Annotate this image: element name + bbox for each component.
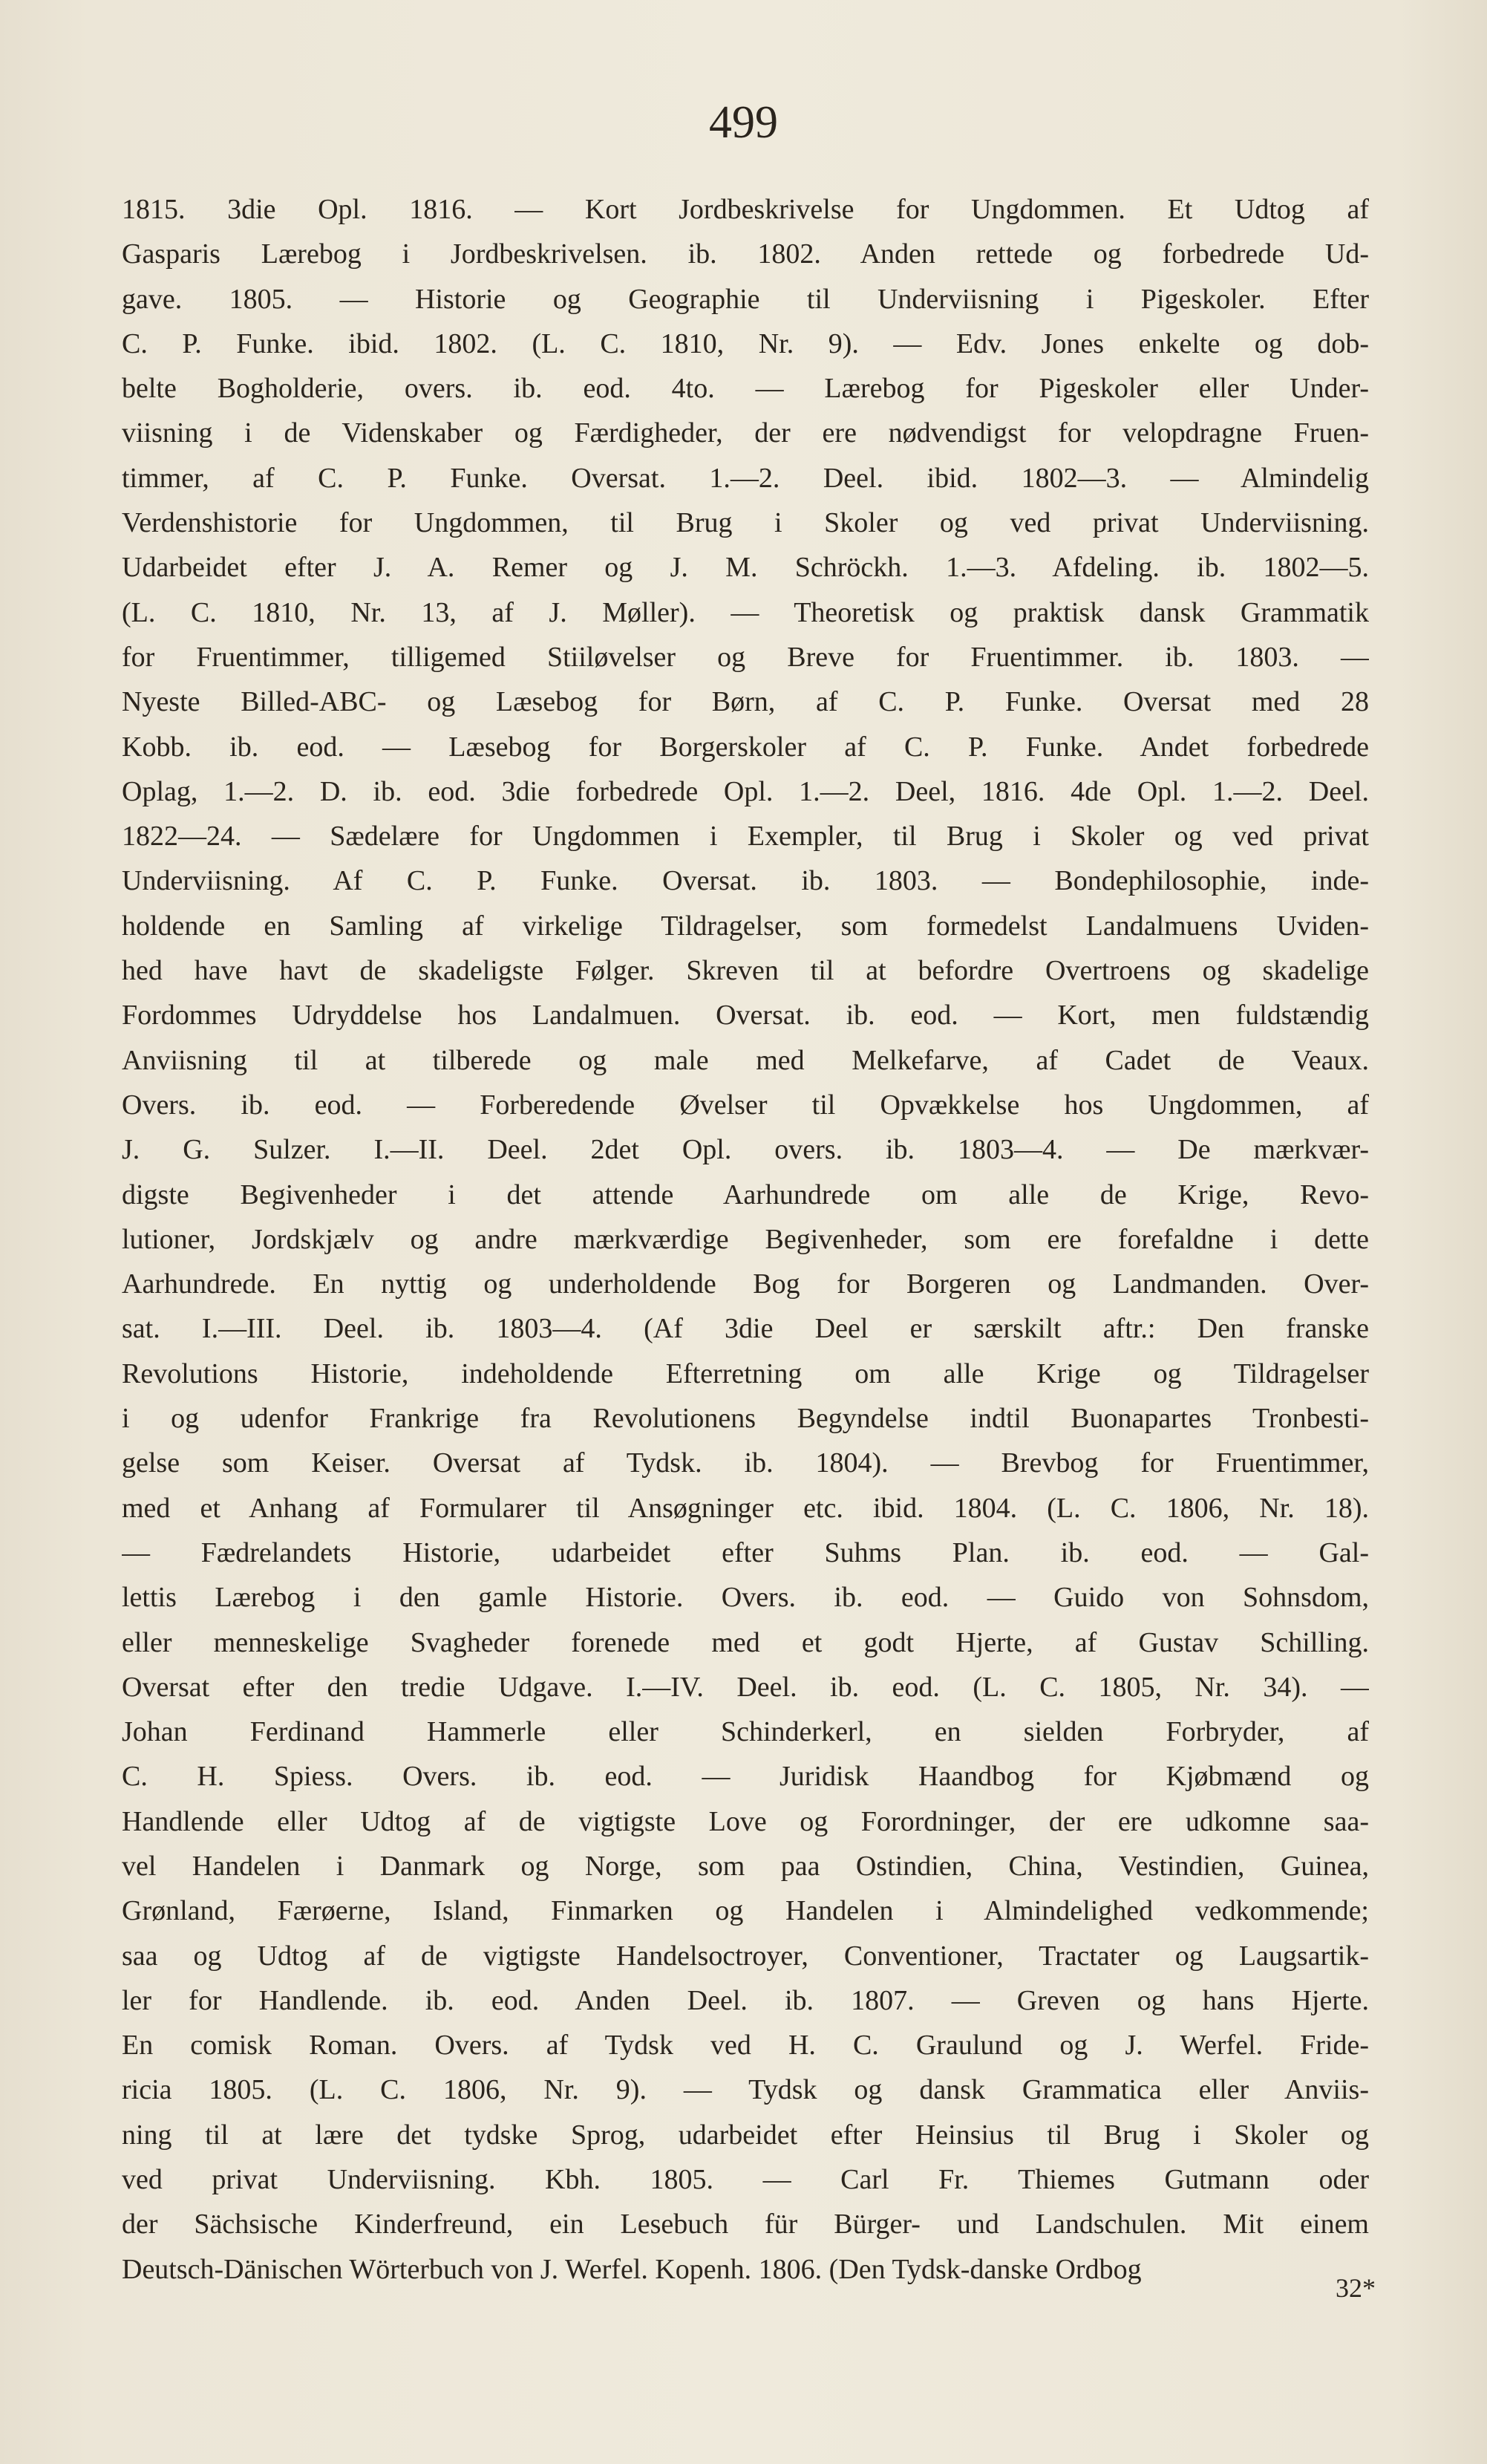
text-line: Johan Ferdinand Hammerle eller Schinderkerl, en sielden Forbryder, af (122, 1716, 1369, 1748)
text-line: holdende en Samling af virkelige Tildragelser, som formedelst Landalmuens Uviden- (122, 910, 1369, 942)
text-line: Underviisning. Af C. P. Funke. Oversat. ib. 1803. — Bondephilosophie, inde- (122, 865, 1369, 897)
text-line: gelse som Keiser. Oversat af Tydsk. ib. 1804). — Brevbog for Fruentimmer, (122, 1447, 1369, 1479)
text-line: — Fædrelandets Historie, udarbeidet efter Suhms Plan. ib. eod. — Gal- (122, 1536, 1369, 1568)
text-line: Gasparis Lærebog i Jordbeskrivelsen. ib. 1802. Anden rettede og forbedrede Ud- (122, 238, 1369, 270)
text-line: 1815. 3die Opl. 1816. — Kort Jordbeskrivelse for Ungdommen. Et Udtog af (122, 194, 1369, 225)
text-line: vel Handelen i Danmark og Norge, som paa Ostindien, China, Vestindien, Guinea, (122, 1850, 1369, 1882)
text-line: sat. I.—III. Deel. ib. 1803—4. (Af 3die Deel er særskilt aftr.: Den franske (122, 1313, 1369, 1345)
text-line: Nyeste Billed-ABC- og Læsebog for Børn, af C. P. Funke. Oversat med 28 (122, 686, 1369, 718)
text-line: En comisk Roman. Overs. af Tydsk ved H. C. Graulund og J. Werfel. Fride- (122, 2030, 1369, 2062)
text-line: lutioner, Jordskjælv og andre mærkværdige Begivenheder, som ere forefaldne i dette (122, 1223, 1369, 1255)
signature-mark: 32* (1336, 2273, 1376, 2303)
text-line: ricia 1805. (L. C. 1806, Nr. 9). — Tydsk og dansk Grammatica eller Anviis- (122, 2074, 1369, 2106)
text-line: Handlende eller Udtog af de vigtigste Love og Forordninger, der ere udkomne saa- (122, 1805, 1369, 1837)
text-line: (L. C. 1810, Nr. 13, af J. Møller). — Theoretisk og praktisk dansk Grammatik (122, 596, 1369, 628)
text-line: der Sächsische Kinderfreund, ein Lesebuch für Bürger- und Landschulen. Mit einem (122, 2209, 1369, 2240)
text-line: gave. 1805. — Historie og Geographie til Underviisning i Pigeskoler. Efter (122, 283, 1369, 315)
text-line: ler for Handlende. ib. eod. Anden Deel. ib. 1807. — Greven og hans Hjerte. (122, 1984, 1369, 2016)
text-line: ning til at lære det tydske Sprog, udarbeidet efter Heinsius til Brug i Skoler og (122, 2119, 1369, 2151)
text-line: Kobb. ib. eod. — Læsebog for Borgerskoler af C. P. Funke. Andet forbedrede (122, 731, 1369, 763)
text-line: Aarhundrede. En nyttig og underholdende Bog for Borgeren og Landmanden. Over- (122, 1268, 1369, 1300)
text-line: eller menneskelige Svagheder forenede med et godt Hjerte, af Gustav Schilling. (122, 1626, 1369, 1658)
text-line: Revolutions Historie, indeholdende Efterretning om alle Krige og Tildragelser (122, 1358, 1369, 1389)
text-line: Grønland, Færøerne, Island, Finmarken og Handelen i Almindelighed vedkommende; (122, 1895, 1369, 1927)
text-line: digste Begivenheder i det attende Aarhundrede om alle de Krige, Revo- (122, 1179, 1369, 1210)
text-line: Anviisning til at tilberede og male med Melkefarve, af Cadet de Veaux. (122, 1044, 1369, 1076)
text-line: J. G. Sulzer. I.—II. Deel. 2det Opl. overs. ib. 1803—4. — De mærkvær- (122, 1134, 1369, 1166)
text-line: lettis Lærebog i den gamle Historie. Overs. ib. eod. — Guido von Sohnsdom, (122, 1582, 1369, 1614)
text-line: belte Bogholderie, overs. ib. eod. 4to. — Lærebog for Pigeskoler eller Under- (122, 373, 1369, 405)
text-line: ved privat Underviisning. Kbh. 1805. — Carl Fr. Thiemes Gutmann oder (122, 2164, 1369, 2196)
text-line: for Fruentimmer, tilligemed Stiiløvelser og Breve for Fruentimmer. ib. 1803. — (122, 641, 1369, 673)
text-line: C. H. Spiess. Overs. ib. eod. — Juridisk Haandbog for Kjøbmænd og (122, 1761, 1369, 1793)
text-line: timmer, af C. P. Funke. Oversat. 1.—2. Deel. ibid. 1802—3. — Almindelig (122, 462, 1369, 494)
text-line: med et Anhang af Formularer til Ansøgninger etc. ibid. 1804. (L. C. 1806, Nr. 18). (122, 1492, 1369, 1524)
text-line: Fordommes Udryddelse hos Landalmuen. Oversat. ib. eod. — Kort, men fuldstændig (122, 1000, 1369, 1031)
text-line: Udarbeidet efter J. A. Remer og J. M. Schröckh. 1.—3. Afdeling. ib. 1802—5. (122, 552, 1369, 584)
text-line: Oversat efter den tredie Udgave. I.—IV. Deel. ib. eod. (L. C. 1805, Nr. 34). — (122, 1671, 1369, 1703)
bibliography-text-block (122, 187, 1369, 2292)
page-number: 499 (709, 97, 778, 148)
text-line: viisning i de Videnskaber og Færdigheder, der ere nødvendigst for velopdragne Fruen- (122, 417, 1369, 449)
text-line: Deutsch-Dänischen Wörterbuch von J. Werfel. Kopenh. 1806. (Den Tydsk-danske Ordbog (122, 2253, 1142, 2285)
text-line: Verdenshistorie for Ungdommen, til Brug i Skoler og ved privat Underviisning. (122, 507, 1369, 539)
text-line: 1822—24. — Sædelære for Ungdommen i Exempler, til Brug i Skoler og ved privat (122, 821, 1369, 853)
text-line: i og udenfor Frankrige fra Revolutionens Begyndelse indtil Buonapartes Tronbesti- (122, 1403, 1369, 1435)
text-line: C. P. Funke. ibid. 1802. (L. C. 1810, Nr. 9). — Edv. Jones enkelte og dob- (122, 327, 1369, 359)
text-line: Overs. ib. eod. — Forberedende Øvelser til Opvækkelse hos Ungdommen, af (122, 1089, 1369, 1121)
text-line: hed have havt de skadeligste Følger. Skreven til at befordre Overtroens og skadelige (122, 955, 1369, 987)
text-line: saa og Udtog af de vigtigste Handelsoctroyer, Conventioner, Tractater og Laugsartik- (122, 1940, 1369, 1972)
text-line: Oplag, 1.—2. D. ib. eod. 3die forbedrede Opl. 1.—2. Deel, 1816. 4de Opl. 1.—2. Deel. (122, 775, 1369, 807)
